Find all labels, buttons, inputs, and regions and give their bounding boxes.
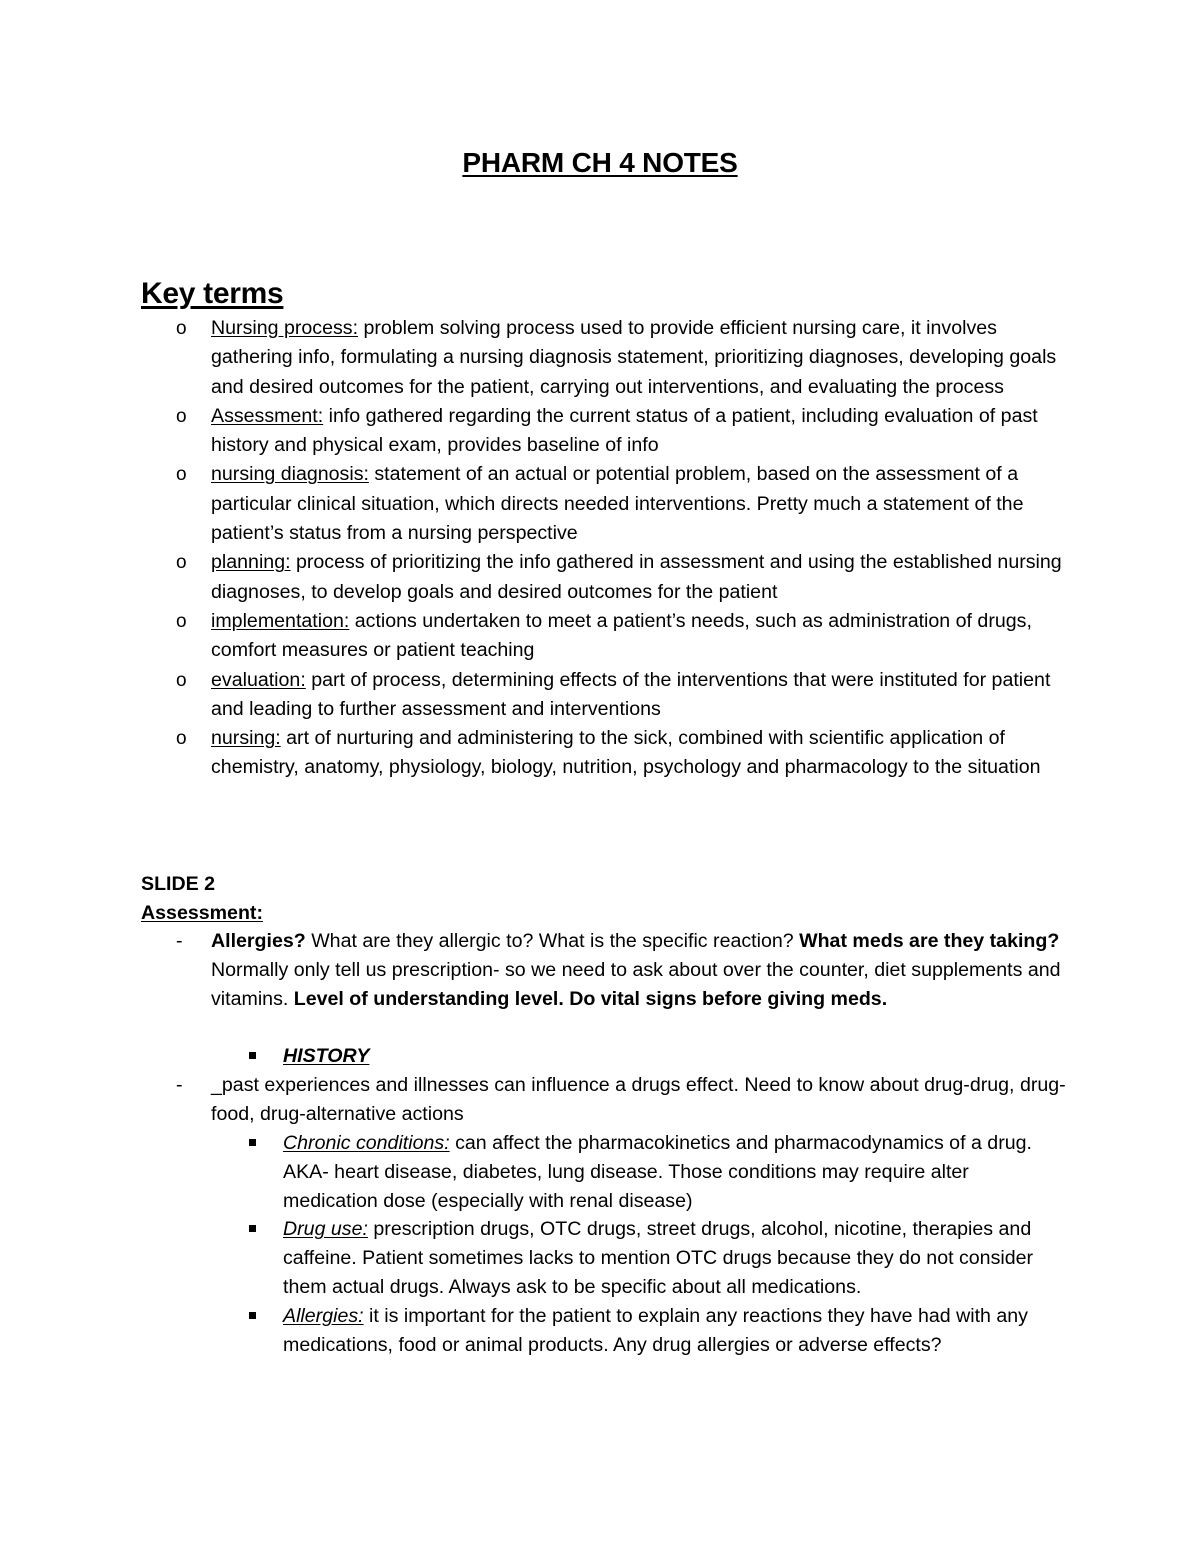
term-definition: part of process, determining effects of the interventions that were instituted for patient and leading to further assessment and interventions: [211, 668, 1051, 720]
dash-bullet-icon: -: [176, 930, 183, 952]
list-item: [0, 666, 1200, 725]
term-definition: info gathered regarding the current status of a patient, including evaluation of past history and physical exam, provides baseline of info: [211, 404, 1038, 457]
hollow-bullet-icon: o: [176, 728, 187, 750]
hollow-bullet-icon: o: [176, 610, 187, 632]
term-label: nursing:: [211, 727, 281, 750]
term-label: Nursing process:: [211, 317, 359, 339]
term-definition: statement of an actual or potential problem, based on the assessment of a particular clinical situation, which directs needed interventions. Pretty much a statement of the patient’s status from a nursing perspective: [211, 463, 1024, 545]
term-label: nursing diagnosis:: [211, 463, 369, 486]
meds-question: What meds are they taking?: [799, 930, 1060, 952]
dash-bullet-icon: -: [176, 1074, 183, 1096]
history-item: [0, 1042, 1200, 1071]
term-label: planning:: [211, 551, 291, 574]
meds-text: Normally only tell us prescription- so we need to ask about over the counter, diet supplements and vitamins.: [211, 959, 1061, 1010]
history-label: HISTORY: [283, 1045, 370, 1067]
dash-item-allergies: [0, 927, 1200, 1014]
sub-item-chronic-conditions: [0, 1129, 1200, 1216]
hollow-bullet-icon: o: [176, 552, 187, 574]
term-label: implementation:: [211, 609, 350, 632]
list-item: [0, 724, 1200, 783]
hollow-bullet-icon: o: [176, 405, 187, 427]
term-definition: problem solving process used to provide efficient nursing care, it involves gathering info, formulating a nursing diagnosis statement, prioritizing diagnoses, developing goals and desired outcomes for the patient, carrying out interventions, and evaluating the process: [211, 317, 1057, 398]
hollow-bullet-icon: o: [176, 669, 187, 691]
sub-item-text: can affect the pharmacokinetics and pharmacodynamics of a drug. AKA- heart disease, diabetes, lung disease. Those conditions may require alter medication dose (especially with renal disease): [283, 1132, 1032, 1212]
assessment-heading: Assessment:: [141, 902, 263, 924]
page-title: PHARM CH 4 NOTES: [462, 147, 738, 178]
history-text: past experiences and illnesses can influence a drugs effect. Need to know about drug-drug, drug-food, drug-alternative actions: [211, 1074, 1066, 1125]
sub-item-term: Chronic conditions:: [283, 1132, 450, 1154]
sub-item-allergies: [0, 1302, 1200, 1360]
list-item: [0, 314, 1200, 402]
list-item: [0, 402, 1200, 461]
allergies-text: What are they allergic to? What is the specific reaction?: [305, 930, 800, 952]
term-definition: process of prioritizing the info gathered in assessment and using the established nursing diagnoses, to develop goals and desired outcomes for the patient: [211, 551, 1062, 603]
key-terms-list: [0, 314, 1200, 783]
key-terms-heading: Key terms: [141, 277, 284, 310]
allergies-question: Allergies?: [211, 930, 306, 952]
understanding-text: Level of understanding level.: [293, 988, 564, 1010]
dash-item-history: [0, 1071, 1200, 1129]
list-item: [0, 460, 1200, 548]
vitals-text: Do vital signs before giving meds.: [563, 988, 888, 1010]
slide-label: SLIDE 2: [141, 873, 216, 895]
list-item: [0, 607, 1200, 666]
sub-item-term: Drug use:: [283, 1218, 368, 1240]
term-definition: art of nurturing and administering to the sick, combined with scientific application of chemistry, anatomy, physiology, biology, nutrition, psychology and pharmacology to the situation: [211, 727, 1041, 779]
sub-item-drug-use: [0, 1215, 1200, 1302]
sub-item-text: it is important for the patient to explain any reactions they have had with any medications, food or animal products. Any drug allergies or adverse effects?: [283, 1305, 1028, 1356]
hollow-bullet-icon: o: [176, 318, 187, 339]
list-item: [0, 548, 1200, 607]
term-label: Assessment:: [211, 404, 324, 427]
term-definition: actions undertaken to meet a patient’s needs, such as administration of drugs, comfort measures or patient teaching: [211, 609, 1032, 662]
history-lead: _: [211, 1074, 222, 1096]
sub-item-term: Allergies:: [283, 1305, 364, 1327]
hollow-bullet-icon: o: [176, 464, 187, 486]
term-label: evaluation:: [211, 668, 306, 691]
sub-item-text: prescription drugs, OTC drugs, street drugs, alcohol, nicotine, therapies and caffeine. Patient sometimes lacks to mention OTC drugs because they do not consider them actual drugs. Always ask to be specific about all medications.: [283, 1218, 1034, 1298]
